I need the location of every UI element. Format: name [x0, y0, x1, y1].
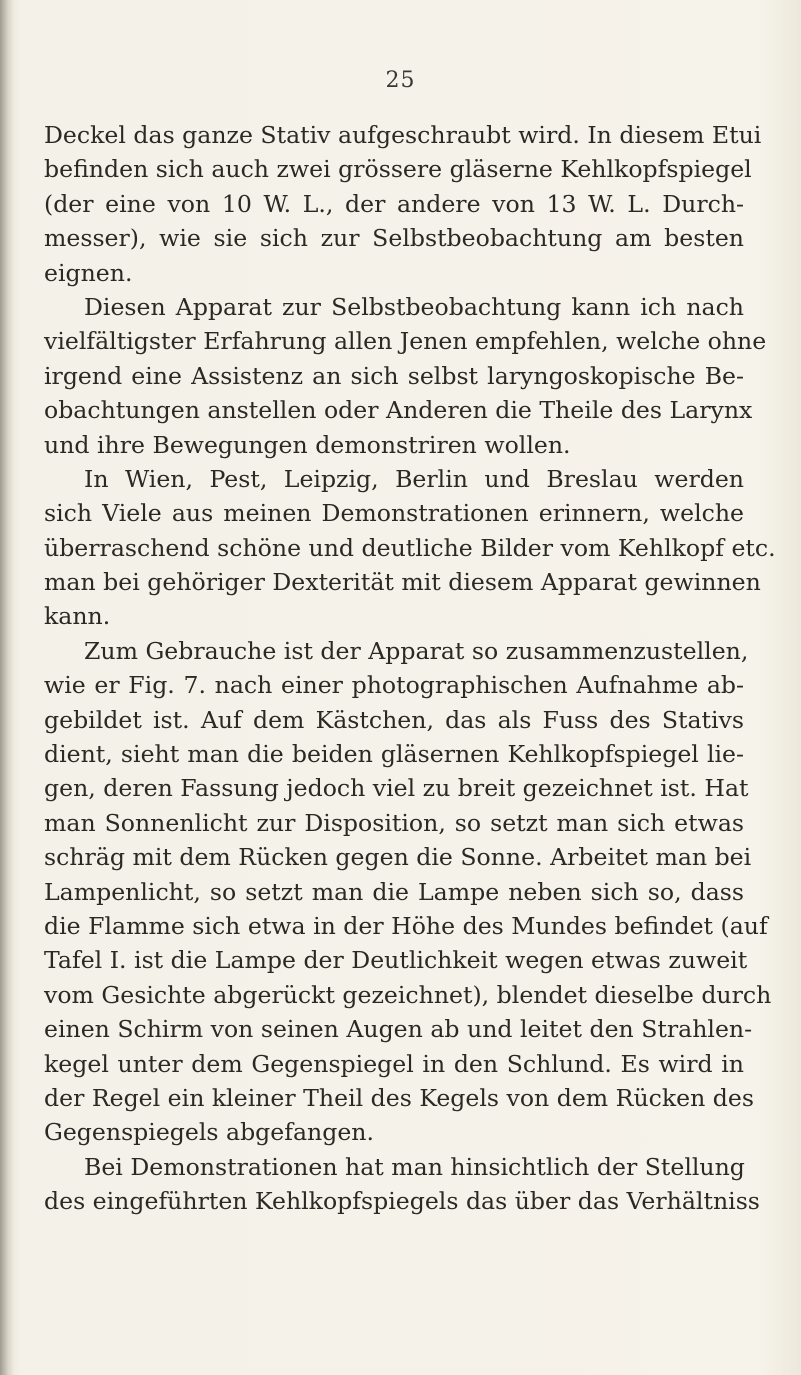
text-line: befinden sich auch zwei grössere gläserne Kehlkopfspiegel	[44, 155, 752, 184]
text-line: man bei gehöriger Dexterität mit diesem Apparat gewinnen	[44, 568, 761, 597]
body-text	[44, 118, 776, 1219]
text-line: gen, deren Fassung jedoch viel zu breit gezeichnet ist. Hat	[44, 774, 749, 803]
text-line: und ihre Bewegungen demonstriren wollen.	[44, 430, 571, 459]
text-line: kegel unter dem Gegenspiegel in den Schlund. Es wird in	[44, 1049, 744, 1078]
text-line: kann.	[44, 602, 111, 631]
text-line: Lampenlicht, so setzt man die Lampe neben sich so, dass	[44, 877, 744, 906]
text-line: dient, sieht man die beiden gläsernen Kehlkopfspiegel lie-	[44, 740, 744, 769]
text-line: vom Gesichte abgerückt gezeichnet), blendet dieselbe durch	[44, 980, 772, 1009]
text-line: Bei Demonstrationen hat man hinsichtlich der Stellung	[84, 1152, 745, 1181]
text-line: Tafel I. ist die Lampe der Deutlichkeit wegen etwas zuweit	[44, 946, 748, 975]
page-number: 25	[385, 68, 416, 93]
text-line: der Regel ein kleiner Theil des Kegels von dem Rücken des	[44, 1083, 754, 1112]
text-line: In Wien, Pest, Leipzig, Berlin und Breslau werden	[84, 464, 744, 493]
text-line: messer), wie sie sich zur Selbstbeobachtung am besten	[44, 224, 744, 253]
text-line: gebildet ist. Auf dem Kästchen, das als Fuss des Stativs	[44, 705, 744, 734]
text-line: einen Schirm von seinen Augen ab und leitet den Strahlen-	[44, 1015, 753, 1044]
text-line: wie er Fig. 7. nach einer photographischen Aufnahme ab-	[44, 671, 744, 700]
text-line: vielfältigster Erfahrung allen Jenen empfehlen, welche ohne	[44, 327, 767, 356]
text-line: man Sonnenlicht zur Disposition, so setzt man sich etwas	[44, 808, 744, 837]
text-line: sich Viele aus meinen Demonstrationen erinnern, welche	[44, 499, 744, 528]
text-line: Deckel das ganze Stativ aufgeschraubt wird. In diesem Etui	[44, 121, 762, 149]
text-line: des eingeführten Kehlkopfspiegels das über das Verhältniss	[44, 1187, 760, 1216]
text-line: eignen.	[44, 258, 133, 287]
text-line: schräg mit dem Rücken gegen die Sonne. Arbeitet man bei	[44, 843, 752, 872]
text-line: überraschend schöne und deutliche Bilder vom Kehlkopf etc.	[44, 533, 776, 562]
text-line: irgend eine Assistenz an sich selbst laryngoskopische Be-	[44, 361, 744, 390]
text-line: Gegenspiegels abgefangen.	[44, 1118, 375, 1147]
text-line: Diesen Apparat zur Selbstbeobachtung kann ich nach	[84, 292, 744, 321]
text-line: (der eine von 10 W. L., der andere von 13 W. L. Durch-	[44, 189, 744, 218]
text-line: die Flamme sich etwa in der Höhe des Mundes befindet (auf	[44, 911, 768, 940]
binding-shadow	[0, 0, 14, 1375]
text-line: Zum Gebrauche ist der Apparat so zusammenzustellen,	[84, 636, 749, 665]
text-line: obachtungen anstellen oder Anderen die Theile des Larynx	[44, 396, 753, 425]
